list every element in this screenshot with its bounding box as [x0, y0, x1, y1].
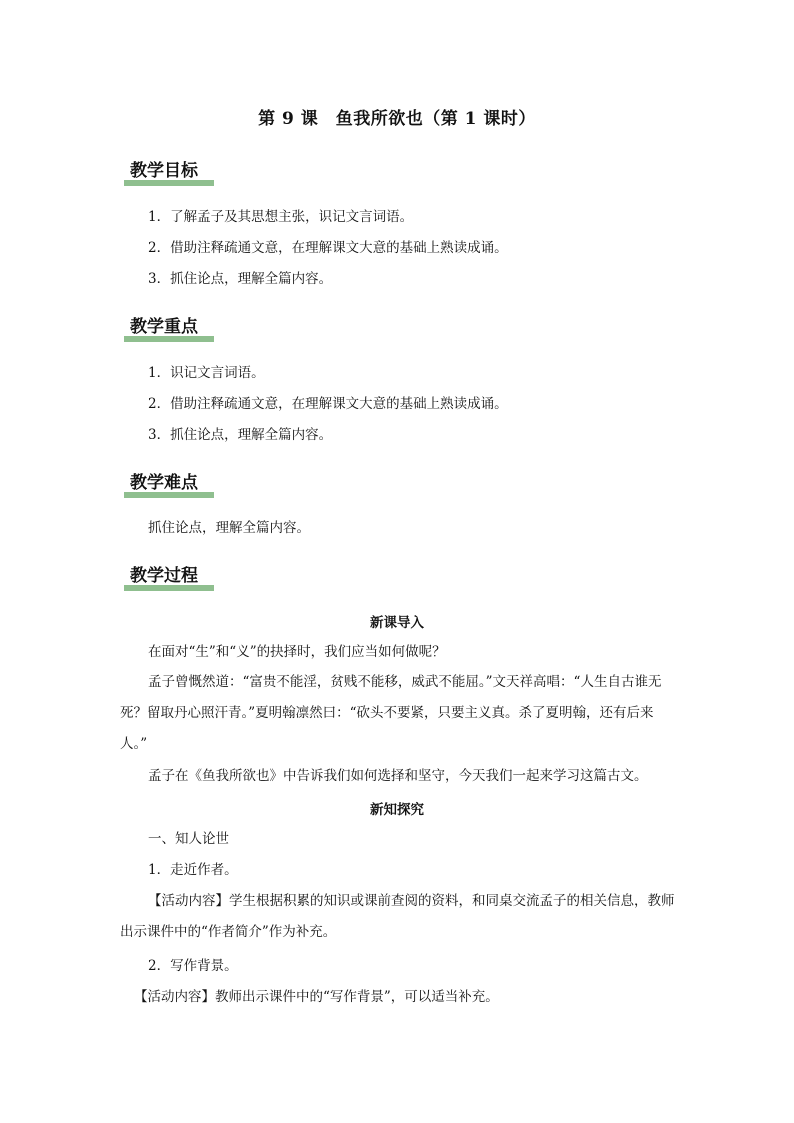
heading-text: 教学过程: [130, 566, 198, 586]
section-heading-key-points: [124, 316, 198, 342]
intro-paragraph-2: [120, 667, 680, 760]
activity-label: 【活动内容】: [148, 893, 229, 909]
step-1-activity: [120, 886, 680, 948]
heading-text: 教学难点: [130, 473, 198, 493]
objective-item: 1．了解孟子及其思想主张，识记文言词语。: [148, 209, 414, 225]
intro-paragraph-2-text: 孟子曾慨然道：“富贵不能淫，贫贱不能移，威武不能屈。”文天祥高唱：“人生自古谁无死？留取丹心照汗青。”夏明翰凛然曰：“砍头不要紧，只要主义真。杀了夏明翰，还有后来人。”: [120, 674, 662, 752]
section-heading-process: [124, 565, 198, 591]
key-point-item: 2．借助注释疏通文意，在理解课文大意的基础上熟读成诵。: [148, 396, 508, 412]
intro-paragraph-1: 在面对“生”和“义”的抉择时，我们应当如何做呢？: [148, 644, 446, 660]
heading-text: 教学目标: [130, 161, 198, 181]
heading-text: 教学重点: [130, 317, 198, 337]
step-2-activity-text: 教师出示课件中的“写作背景”，可以适当补充。: [215, 989, 499, 1005]
subheading-explore: 新知探究: [370, 802, 424, 818]
difficulty-text: 抓住论点，理解全篇内容。: [148, 520, 310, 536]
activity-label: 【活动内容】: [134, 989, 215, 1005]
intro-paragraph-3: 孟子在《鱼我所欲也》中告诉我们如何选择和坚守，今天我们一起来学习这篇古文。: [148, 768, 648, 784]
step-2-activity: [134, 987, 499, 1007]
key-point-item: 1．识记文言词语。: [148, 365, 265, 381]
key-point-item: 3．抓住论点，理解全篇内容。: [148, 427, 333, 443]
objective-item: 2．借助注释疏通文意，在理解课文大意的基础上熟读成诵。: [148, 240, 508, 256]
step-1-activity-text: 学生根据积累的知识或课前查阅的资料，和同桌交流孟子的相关信息，教师出示课件中的“作者简介”作为补充。: [120, 893, 675, 940]
step-1: 1．走近作者。: [148, 862, 238, 878]
page-title: 第 9 课 鱼我所欲也（第 1 课时）: [258, 109, 536, 129]
objective-item: 3．抓住论点，理解全篇内容。: [148, 271, 333, 287]
subheading-intro: 新课导入: [370, 615, 424, 631]
part-heading: 一、知人论世: [148, 831, 229, 847]
section-heading-objectives: [124, 160, 198, 186]
step-2: 2．写作背景。: [148, 958, 238, 974]
section-heading-difficulties: [124, 472, 198, 498]
